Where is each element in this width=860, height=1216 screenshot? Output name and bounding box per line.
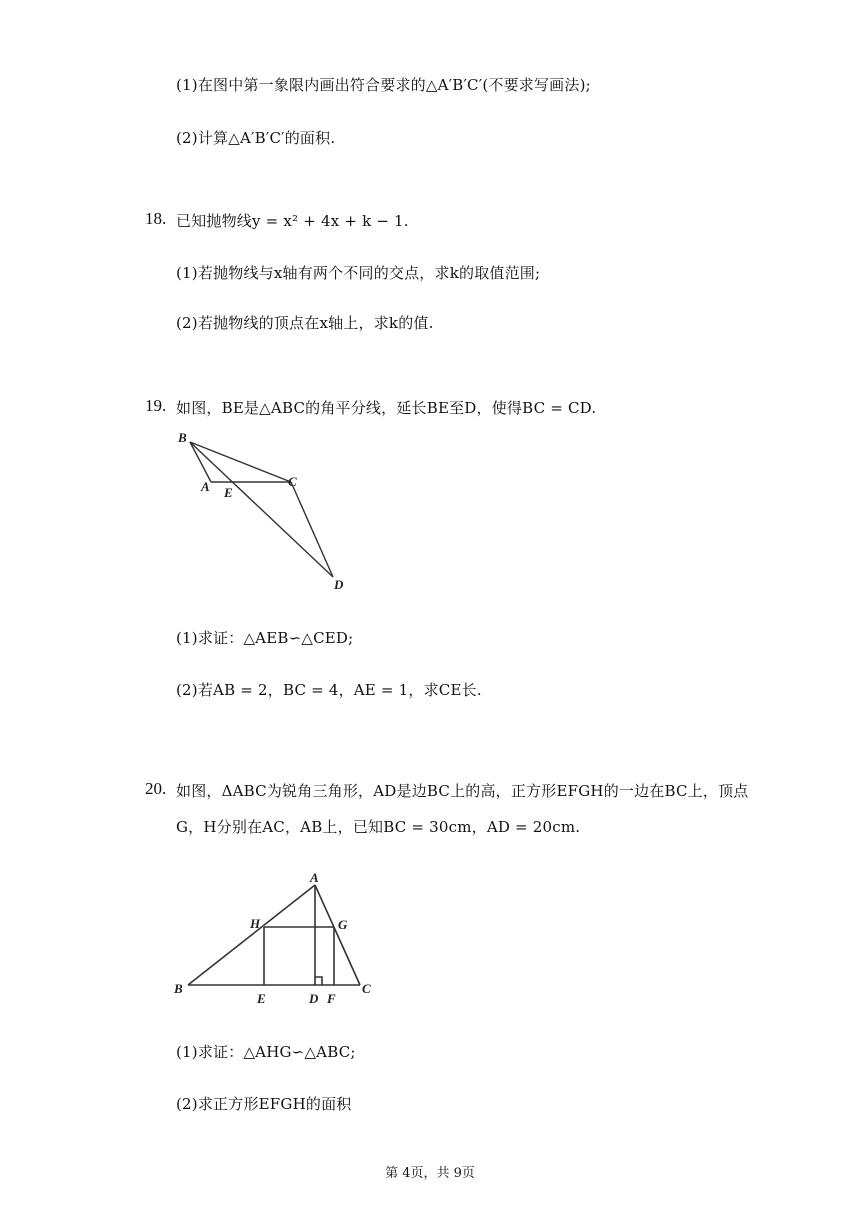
q20-label-D: D — [309, 991, 319, 1006]
page-footer: 第 4页，共 9页 — [385, 1166, 475, 1181]
q19-stem: 如图，BE是△ABC的角平分线，延长BE至D，使得BC = CD. — [176, 399, 597, 417]
q17-part1: (1)在图中第一象限内画出符合要求的△A′B′C′(不要求写画法); — [176, 76, 591, 94]
q20-label-F: F — [327, 991, 336, 1006]
q20-part1: (1)求证：△AHG∽△ABC; — [176, 1043, 356, 1061]
q19-label-E: E — [224, 485, 233, 500]
q19-figure — [170, 425, 370, 605]
q19-label-B: B — [178, 430, 187, 445]
q20-label-B: B — [174, 981, 183, 996]
q20-label-A: A — [310, 870, 319, 885]
q20-label-G: G — [338, 917, 348, 932]
q20-label-C: C — [362, 981, 371, 996]
q19-label-C: C — [288, 474, 297, 489]
q20-label-H: H — [250, 916, 261, 931]
q19-label-D: D — [334, 577, 344, 592]
q20-part2: (2)求正方形EFGH的面积 — [176, 1095, 352, 1113]
q19-number: 19. — [145, 396, 167, 415]
q18-stem: 已知抛物线y = x² + 4x + k − 1. — [176, 212, 409, 230]
q19-part1: (1)求证：△AEB∽△CED; — [176, 629, 354, 647]
q18-number: 18. — [145, 209, 167, 228]
q19-part2: (2)若AB = 2，BC = 4，AE = 1，求CE长. — [176, 681, 482, 699]
q20-figure — [170, 865, 390, 1015]
q20-stem-line2: G，H分别在AC，AB上，已知BC = 30cm，AD = 20cm. — [176, 818, 581, 836]
q20-label-E: E — [257, 991, 266, 1006]
q18-part1: (1)若抛物线与x轴有两个不同的交点，求k的取值范围; — [176, 264, 541, 282]
q20-stem-line1: 如图，ΔABC为锐角三角形，AD是边BC上的高，正方形EFGH的一边在BC上，顶点 — [176, 782, 749, 800]
q18-part2: (2)若抛物线的顶点在x轴上，求k的值. — [176, 314, 434, 332]
q17-part2: (2)计算△A′B′C′的面积. — [176, 129, 336, 147]
q19-label-A: A — [201, 479, 210, 494]
q20-number: 20. — [145, 779, 167, 798]
